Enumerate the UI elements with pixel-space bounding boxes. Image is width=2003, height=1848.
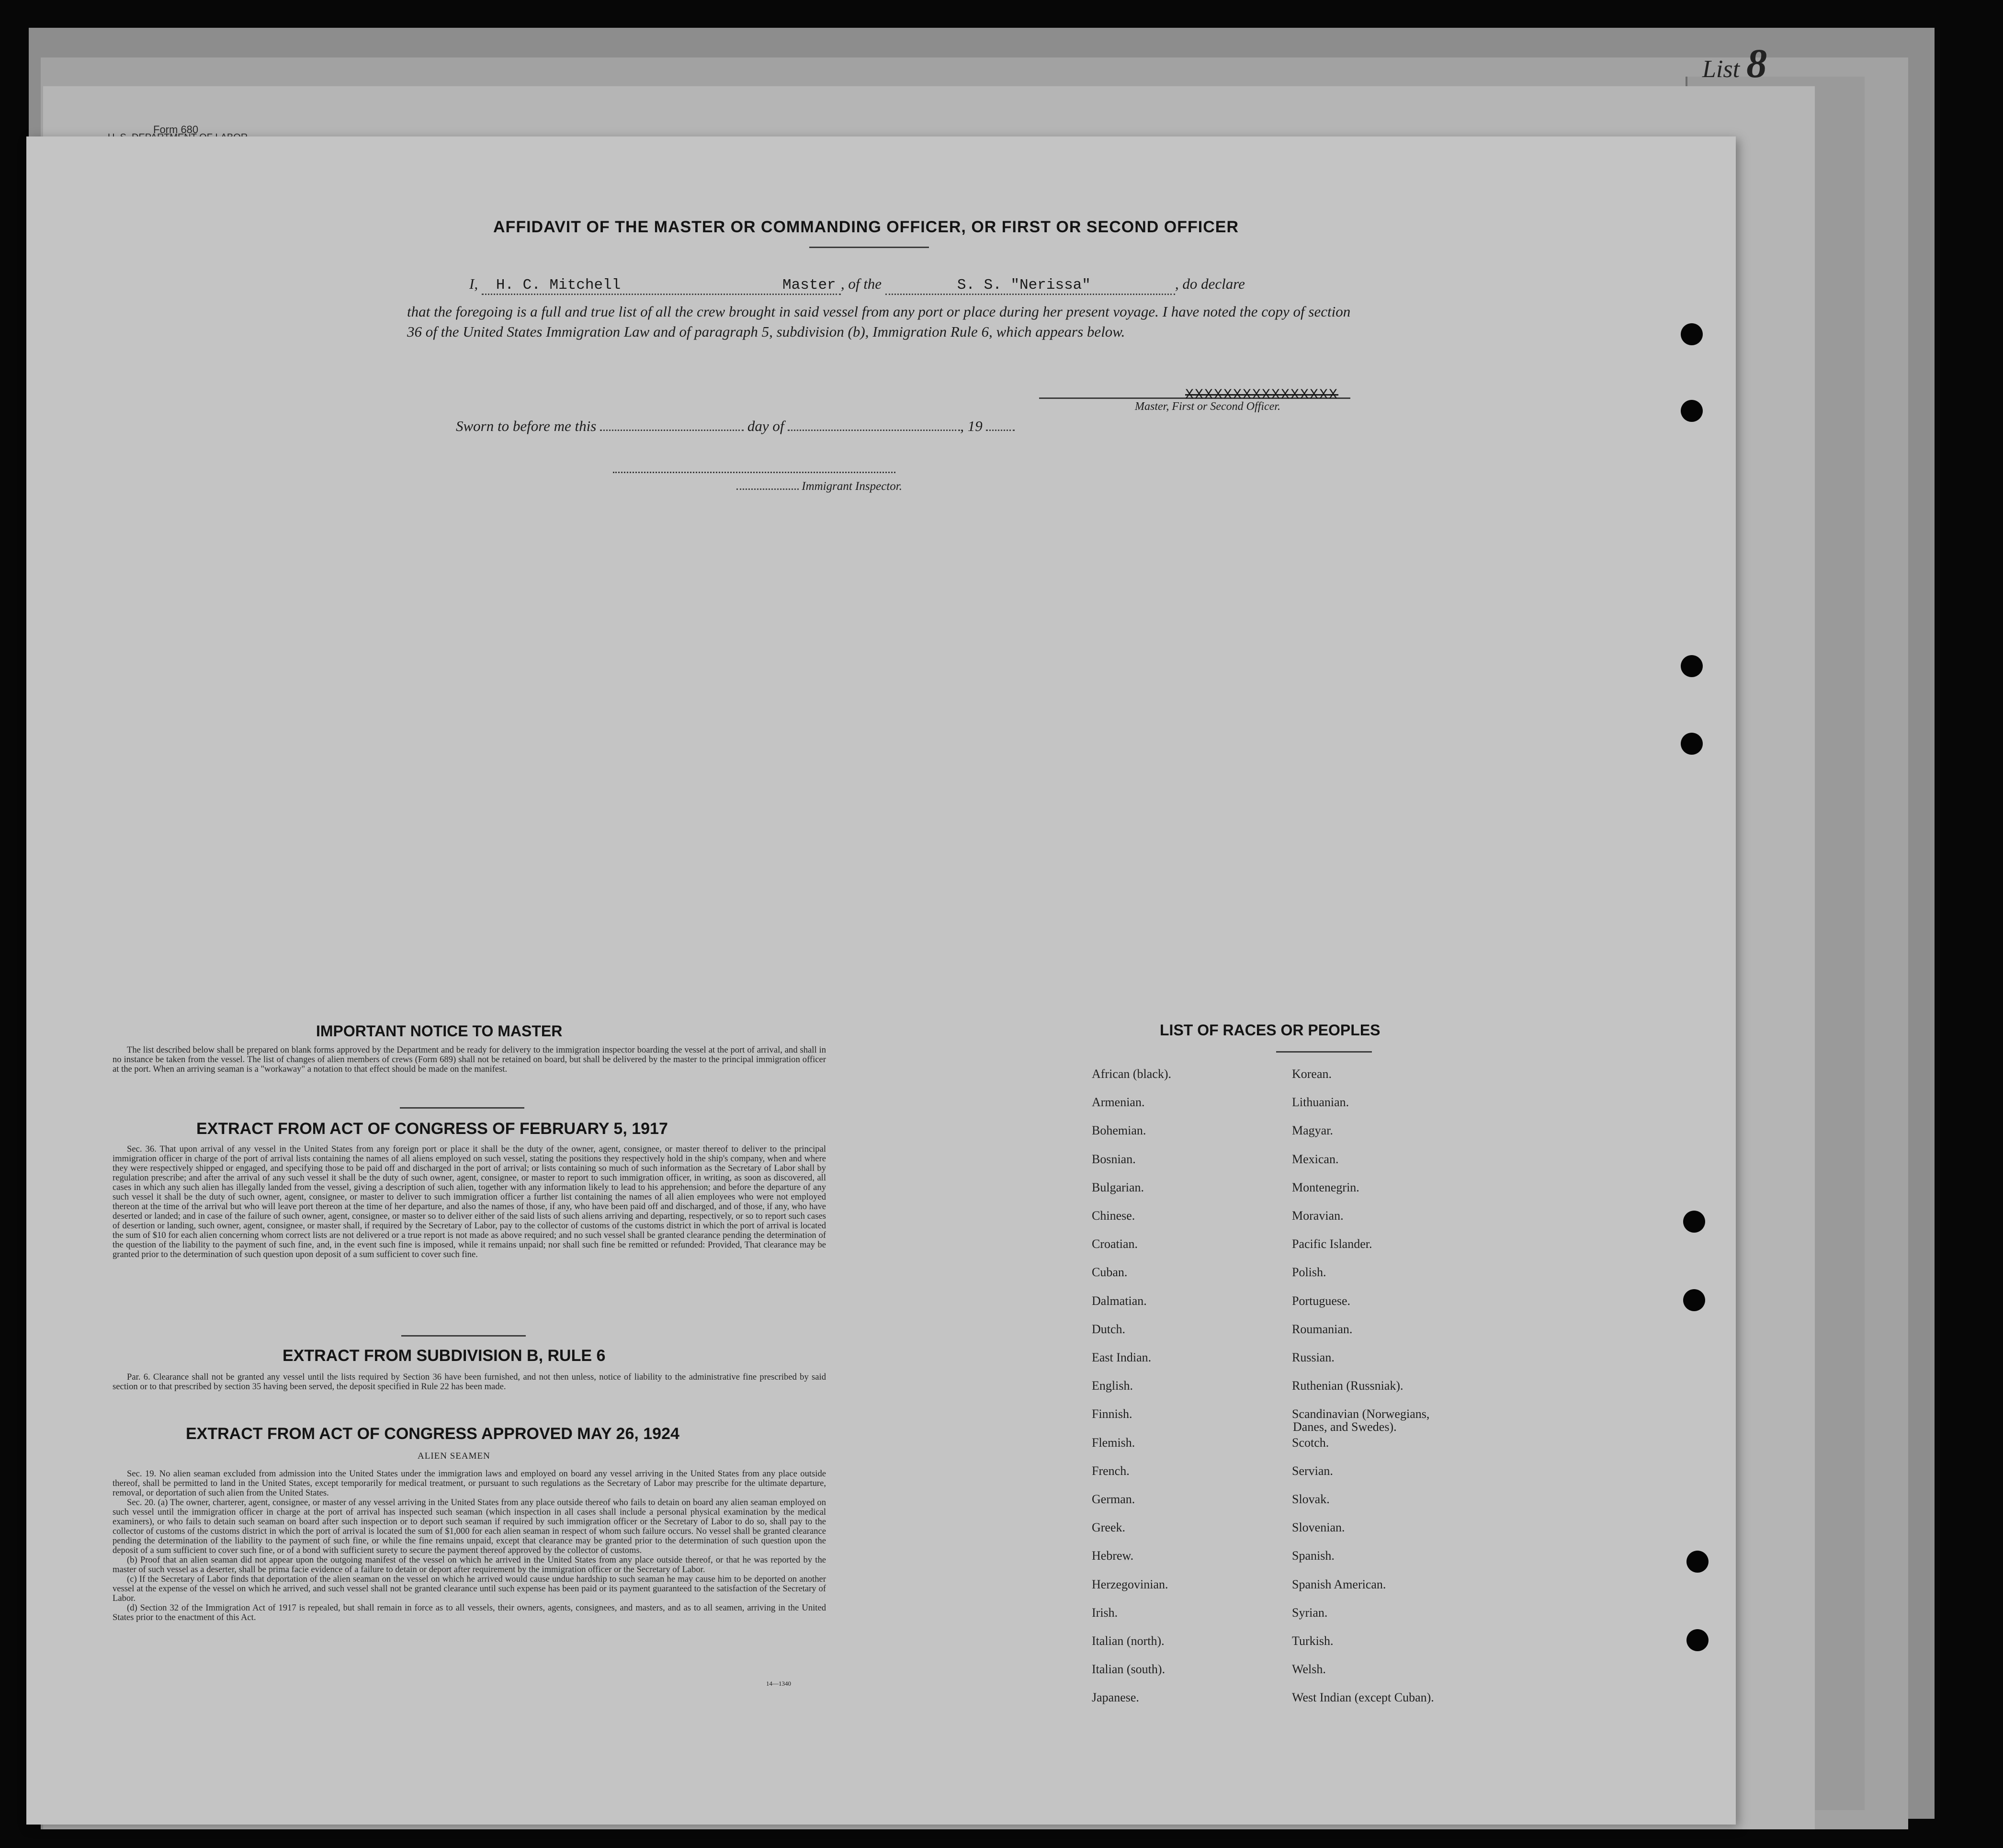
signature-caption: Master, First or Second Officer. <box>1135 400 1280 413</box>
sworn-day-field <box>600 430 744 431</box>
race-item: Cuban. <box>1092 1265 1128 1279</box>
year-label: , 19 <box>960 418 983 434</box>
race-item-continuation: Danes, and Swedes). <box>1293 1420 1397 1434</box>
race-item: Welsh. <box>1292 1662 1326 1676</box>
sworn-year-field <box>986 430 1015 431</box>
punch-hole <box>1683 1289 1705 1311</box>
race-item: Italian (south). <box>1092 1662 1166 1676</box>
race-item: Spanish. <box>1292 1549 1335 1563</box>
declaration-text: that the foregoing is a full and true list of all the crew brought in said vessel from any port or place during her present voyage. I have noted the copy of section 36 of the United States Immigration Law and of paragraph 5, subdivision (b), Immigration Rule 6, which appears below. <box>407 303 1351 340</box>
title-divider <box>809 247 929 248</box>
race-item: Scandinavian (Norwegians, <box>1292 1407 1430 1421</box>
race-item: Irish. <box>1092 1606 1118 1620</box>
race-item: Syrian. <box>1292 1606 1328 1620</box>
race-item: German. <box>1092 1492 1135 1506</box>
race-item: French. <box>1092 1464 1130 1478</box>
race-item: Slovenian. <box>1292 1520 1345 1534</box>
race-item: Japanese. <box>1092 1690 1139 1704</box>
list-number-tag <box>1702 39 1767 87</box>
race-item: Magyar. <box>1292 1123 1333 1137</box>
sworn-label: Sworn to before me this <box>456 418 597 434</box>
list-label: List <box>1702 56 1740 83</box>
day-of-label: day of <box>747 418 784 434</box>
race-item: Russian. <box>1292 1350 1335 1364</box>
affidavit-title: AFFIDAVIT OF THE MASTER OR COMMANDING OFFICER, OR FIRST OR SECOND OFFICER <box>493 218 1239 236</box>
sworn-month-field <box>788 430 960 431</box>
race-item: Montenegrin. <box>1292 1180 1359 1194</box>
race-item: Bosnian. <box>1092 1152 1136 1166</box>
print-code: 14—1340 <box>766 1680 791 1687</box>
race-item: Portuguese. <box>1292 1294 1351 1308</box>
race-item: Chinese. <box>1092 1209 1135 1223</box>
punch-hole <box>1683 1211 1705 1233</box>
race-item: African (black). <box>1092 1067 1172 1081</box>
declarant-field <box>482 275 841 295</box>
race-item: Pacific Islander. <box>1292 1237 1372 1251</box>
extract-1917-text <box>113 1145 826 1259</box>
race-item: Herzegovinian. <box>1092 1577 1168 1591</box>
punch-hole <box>1681 655 1703 677</box>
race-item: Bulgarian. <box>1092 1180 1144 1194</box>
race-item: Spanish American. <box>1292 1577 1386 1591</box>
races-title: LIST OF RACES OR PEOPLES <box>1160 1021 1381 1039</box>
punch-hole <box>1681 733 1703 755</box>
race-item: West Indian (except Cuban). <box>1292 1690 1434 1704</box>
race-item: Mexican. <box>1292 1152 1339 1166</box>
section-divider <box>400 1107 524 1109</box>
notice-text <box>113 1045 826 1074</box>
race-item: Flemish. <box>1092 1436 1135 1450</box>
declarant-name: H. C. Mitchell <box>496 277 621 294</box>
declarant-rank: Master <box>782 277 836 294</box>
sworn-line <box>456 418 1015 435</box>
race-item: Ruthenian (Russniak). <box>1292 1379 1403 1393</box>
race-item: Bohemian. <box>1092 1123 1146 1137</box>
punch-hole <box>1686 1551 1709 1573</box>
rule-6-title: EXTRACT FROM SUBDIVISION B, RULE 6 <box>283 1347 606 1365</box>
race-item: Hebrew. <box>1092 1549 1134 1563</box>
section-20a-paragraph: Sec. 20. (a) The owner, charterer, agent, consignee, or master of any vessel arriving in the United States from any place outside thereof who fails to detain on board any alien seaman employed on such vessel until the immigration officer in charge at the port of arrival has inspected such seaman (which inspection in all cases shall include a personal physical examination by the medical examiners), or who fails to detain such seaman on board after such inspection or to deport such seaman if required by such immigration officer or the Secretary of Labor to do so, shall pay to the collector of customs of the customs district in which the port of arrival is located the sum of $1,000 for each alien seaman in respect of whom such failure occurs. No vessel shall be granted clearance pending the determination of the liability to the payment of such fine, or while the fine remains unpaid, except that clearance may be granted prior to the determination of such question upon the deposit of a sum sufficient to cover such fine, or of a bond with sufficient surety to secure the payment thereof approved by the collector of customs. <box>113 1497 826 1555</box>
declaration-line <box>469 275 1245 295</box>
inspector-signature-line <box>613 472 895 473</box>
section-20c-paragraph: (c) If the Secretary of Labor finds that deportation of the alien seaman on the vessel on which he arrived would cause undue hardship to such seaman he may cause him to be deported on another vessel at the expense of the vessel on which he arrived, and such vessel shall not be granted clearance until such expense has been paid or its payment guaranteed to the satisfaction of the Secretary of Labor. <box>113 1574 826 1603</box>
race-item: Greek. <box>1092 1520 1126 1534</box>
race-item: Italian (north). <box>1092 1634 1165 1648</box>
extract-1924-title: EXTRACT FROM ACT OF CONGRESS APPROVED MAY 26, 1924 <box>186 1425 679 1443</box>
list-number: 8 <box>1746 40 1767 86</box>
struck-signature: XXXXXXXXXXXXXXXX <box>1185 387 1339 403</box>
notice-title: IMPORTANT NOTICE TO MASTER <box>316 1022 563 1040</box>
race-item: East Indian. <box>1092 1350 1152 1364</box>
i-label: I, <box>469 275 478 292</box>
punch-hole <box>1681 400 1703 422</box>
section-20b-paragraph: (b) Proof that an alien seaman did not appear upon the outgoing manifest of the vessel on which he arrived in the United States from any place outside thereof, or that he was reported by the master of such vessel as a deserter, shall be prima facie evidence of a failure to detain or deport after requirement by the immigration officer or the Secretary of Labor. <box>113 1555 826 1575</box>
section-36-paragraph: Sec. 36. That upon arrival of any vessel in the United States from any foreign port or place it shall be the duty of the owner, agent, consignee, or master thereof to deliver to the principal immigration officer in charge of the port of arrival lists containing the names of all aliens employed on such vessel, stating the positions they respectively hold in the ship's company, when and where they were respectively shipped or engaged, and specifying those to be paid off and discharged in the port of arrival; or lists containing so much of such information as the Secretary of Labor shall by regulation prescribe; and after the arrival of any such vessel it shall be the duty of such owner, agent, consignee, or master to report to such immigration officer, in writing, as soon as discovered, all cases in which any such alien has illegally landed from the vessel, giving a description of such alien, together with any information likely to lead to his apprehension; and before the departure of any such vessel it shall be the duty of such owner, agent, consignee, or master to deliver to such immigration officer a further list containing the names of all alien employees who were not employed thereon at the time of the arrival but who will leave port thereon at the time of her departure, and also the names of those, if any, who have been paid off and discharged, and of those, if any, who have deserted or landed; and in case of the failure of such owner, agent, consignee, or master so to deliver either of the said lists of such aliens arriving and departing, respectively, or so to report such cases of desertion or landing, such owner, agent, consignee, or master shall, if required by the Secretary of Labor, pay to the collector of customs of the customs district in which the port of arrival is located the sum of $10 for each alien concerning whom correct lists are not delivered or a true report is not made as above required; and no such vessel shall be granted clearance pending the determination of the question of the liability to the payment of such fine, and, in the event such fine is imposed, while it remains unpaid; nor shall such fine be remitted or refunded: Provided, That clearance may be granted prior to the determination of such question upon deposit of a sum sufficient to cover such fine. <box>113 1144 826 1259</box>
punch-hole <box>1686 1629 1709 1651</box>
race-item: Polish. <box>1292 1265 1326 1279</box>
race-item: Korean. <box>1292 1067 1332 1081</box>
race-item: Slovak. <box>1292 1492 1330 1506</box>
race-item: English. <box>1092 1379 1133 1393</box>
race-item: Finnish. <box>1092 1407 1132 1421</box>
inspector-name-field <box>736 488 799 490</box>
race-item: Turkish. <box>1292 1634 1334 1648</box>
form-number: Form 680 <box>153 124 199 136</box>
race-item: Servian. <box>1292 1464 1333 1478</box>
rule-6-paragraph: Par. 6. Clearance shall not be granted any vessel until the lists required by Section 36 have been furnished, and not then unless, notice of liability to the administrative fine prescribed by said section or to that prescribed by section 35 having been served, the deposit specified in Rule 22 has been made. <box>113 1372 826 1392</box>
punch-hole <box>1681 323 1703 345</box>
of-the-label: , of the <box>840 275 882 292</box>
race-item: Dalmatian. <box>1092 1294 1147 1308</box>
race-item: Moravian. <box>1292 1209 1344 1223</box>
section-19-paragraph: Sec. 19. No alien seaman excluded from admission into the United States under the immigration laws and employed on board any vessel arriving in the United States from any place outside thereof, shall be permitted to land in the United States, except temporarily for medical treatment, or pursuant to such regulations as the Secretary of Labor may prescribe for the ultimate departure, removal, or deportation of such alien from the United States. <box>113 1469 826 1498</box>
notice-paragraph: The list described below shall be prepared on blank forms approved by the Department and be ready for delivery to the immigration inspector boarding the vessel at the port of arrival, and shall in no instance be taken from the vessel. The list of changes of alien members of crews (Form 689) shall not be retained on board, but shall be delivered by the master to the principal immigration officer at the port. When an arriving seaman is a "workaway" a notation to that effect should be made on the manifest. <box>113 1045 826 1074</box>
race-item: Croatian. <box>1092 1237 1138 1251</box>
inspector-title: Immigrant Inspector. <box>802 480 902 493</box>
races-divider <box>1276 1051 1372 1053</box>
section-20d-paragraph: (d) Section 32 of the Immigration Act of 1917 is repealed, but shall remain in force as to all vessels, their owners, agents, consignees, and masters, and as to all seamen, arriving in the United States prior to the enactment of this Act. <box>113 1603 826 1622</box>
vessel-field <box>885 275 1175 295</box>
extract-1917-title: EXTRACT FROM ACT OF CONGRESS OF FEBRUARY 5, 1917 <box>196 1120 668 1138</box>
race-item: Scotch. <box>1292 1436 1329 1450</box>
race-item: Dutch. <box>1092 1322 1126 1336</box>
vessel-name: S. S. "Nerissa" <box>957 277 1091 294</box>
extract-1924-text <box>113 1469 826 1622</box>
rule-6-text <box>113 1372 826 1392</box>
race-item: Lithuanian. <box>1292 1095 1349 1109</box>
declare-label: , do declare <box>1175 275 1245 292</box>
race-item: Armenian. <box>1092 1095 1145 1109</box>
inspector-caption <box>736 480 902 493</box>
alien-seamen-subtitle: ALIEN SEAMEN <box>418 1451 490 1461</box>
section-divider <box>401 1335 526 1337</box>
race-item: Roumanian. <box>1292 1322 1353 1336</box>
